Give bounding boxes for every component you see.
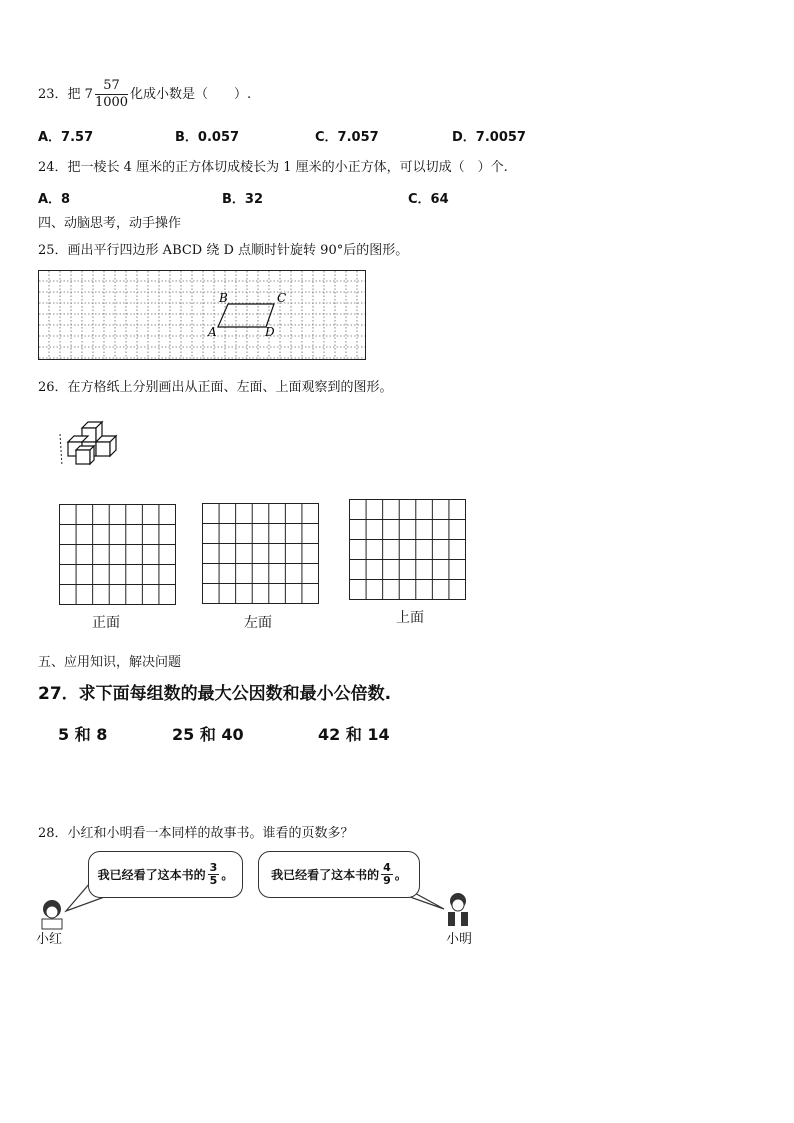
cube-stack-figure bbox=[58, 420, 126, 472]
number-pair-2: 25 和 40 bbox=[172, 725, 244, 744]
q24-option-c[interactable]: C．64 bbox=[408, 192, 449, 207]
grid-front-view[interactable] bbox=[59, 504, 176, 605]
speech-bubble-xiaoming: 我已经看了这本书的 $\frac{4}{9}$ 。 bbox=[258, 851, 420, 898]
label-front-view: 正面 bbox=[92, 615, 120, 631]
name-xiaohong: 小红 bbox=[36, 932, 63, 947]
q24-option-a[interactable]: A．8 bbox=[38, 192, 71, 207]
section-4-heading: 四、动脑思考，动手操作 bbox=[38, 216, 182, 231]
q24-option-b[interactable]: B．32 bbox=[222, 192, 263, 207]
vertex-b-label: B bbox=[219, 291, 228, 305]
section-5-heading: 五、应用知识，解决问题 bbox=[38, 655, 182, 670]
fraction-4-9: $\frac{4}{9}$ bbox=[383, 861, 391, 887]
speech-bubble-xiaohong: 我已经看了这本书的 $\frac{3}{5}$ 。 bbox=[88, 851, 243, 898]
grid-left-view[interactable] bbox=[202, 503, 319, 604]
boy-figure bbox=[448, 893, 468, 926]
girl-figure bbox=[42, 900, 62, 929]
vertex-d-label: D bbox=[265, 325, 275, 339]
question-27: 27．求下面每组数的最大公因数和最小公倍数. bbox=[38, 684, 392, 704]
q23-option-c[interactable]: C．7.057 bbox=[315, 130, 379, 145]
name-xiaoming: 小明 bbox=[446, 932, 473, 947]
vertex-c-label: C bbox=[277, 291, 287, 305]
fraction-3-5: $\frac{3}{5}$ bbox=[209, 861, 218, 887]
question-25: 25．画出平行四边形 ABCD 绕 D 点顺时针旋转 90°后的图形。 bbox=[38, 243, 409, 258]
number-pair-1: 5 和 8 bbox=[58, 725, 108, 744]
grid-border bbox=[203, 504, 319, 604]
label-top-view: 上面 bbox=[396, 610, 424, 626]
q23-option-b[interactable]: B．0.057 bbox=[175, 130, 240, 145]
q23-option-d[interactable]: D．7.0057 bbox=[452, 130, 526, 145]
vertex-a-label: A bbox=[208, 325, 217, 339]
grid-top-view[interactable] bbox=[349, 499, 466, 600]
fraction-57-1000: $\frac{57}{1000}$ bbox=[94, 78, 129, 110]
label-left-view: 左面 bbox=[244, 615, 272, 631]
grid-border bbox=[60, 505, 176, 605]
question-24: 24．把一棱长 4 厘米的正方体切成棱长为 1 厘米的小正方体，可以切成（ ）个. bbox=[38, 160, 508, 175]
question-28: 28．小红和小明看一本同样的故事书。谁看的页数多？ bbox=[38, 826, 354, 841]
number-pair-3: 42 和 14 bbox=[318, 725, 390, 744]
q23-option-a[interactable]: A．7.57 bbox=[38, 130, 94, 145]
grid-border bbox=[350, 500, 466, 600]
question-26: 26．在方格纸上分别画出从正面、左面、上面观察到的图形。 bbox=[38, 380, 393, 395]
parallelogram-grid[interactable] bbox=[38, 270, 366, 360]
question-23: 23．把 7 $\frac{57}{1000}$ 化成小数是（ ）. bbox=[38, 78, 252, 110]
